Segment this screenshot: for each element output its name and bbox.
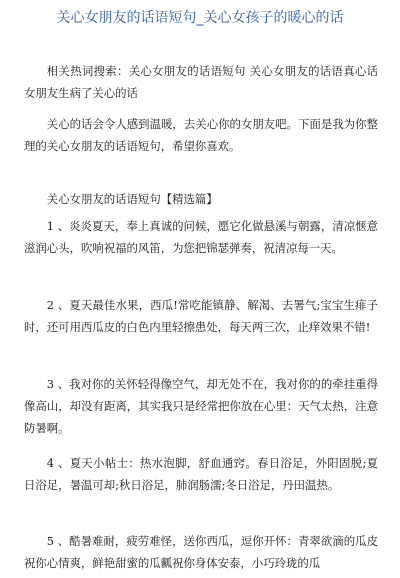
section-title: 关心女朋友的话语短句【精选篇】 — [46, 192, 218, 206]
list-item: 5 、酷暑难耐，疲劳难怪，送你西瓜，逗你开怀：青翠欲滴的瓜皮祝你心情爽，鲜艳甜蜜的瓜瓤祝你身体安泰，小巧玲珑的瓜 — [24, 534, 378, 570]
list-item: 1 、炎炎夏天，奉上真诚的问候，愿它化做悬溪与朝露，清凉惬意滋润心头，吹响祝福的风笛，为您把锦瑟弹奏，祝清凉每一天。 — [24, 219, 378, 255]
related-search-paragraph: 相关热词搜索：关心女朋友的话语短句 关心女朋友的话语真心话 女朋友生病了关心的话 — [24, 64, 378, 100]
intro-paragraph: 关心的话会令人感到温暖，去关心你的女朋友吧。下面是我为你整理的关心女朋友的话语短句，希望你喜欢。 — [24, 117, 378, 153]
list-item: 3 、我对你的关怀轻得像空气，却无处不在，我对你的的牵挂重得像高山，却没有距离，其实我只是经常把你放在心里：天气太热，注意防暑啊。 — [24, 377, 378, 435]
page-title: 关心女朋友的话语短句_关心女孩子的暖心的话 — [56, 10, 344, 26]
list-item: 2 、夏天最佳水果，西瓜!常吃能镇静、解渴、去署气;宝宝生痱子时，还可用西瓜皮的白色内里轻擦患处，每天两三次，止痒效果不错! — [24, 298, 378, 334]
list-item: 4 、夏天小帖士：热水泡脚，舒血通窍。春日浴足，外阳固脱;夏日浴足，暑温可却;秋日浴足，肺润肠濡;冬日浴足，丹田温热。 — [24, 456, 378, 492]
